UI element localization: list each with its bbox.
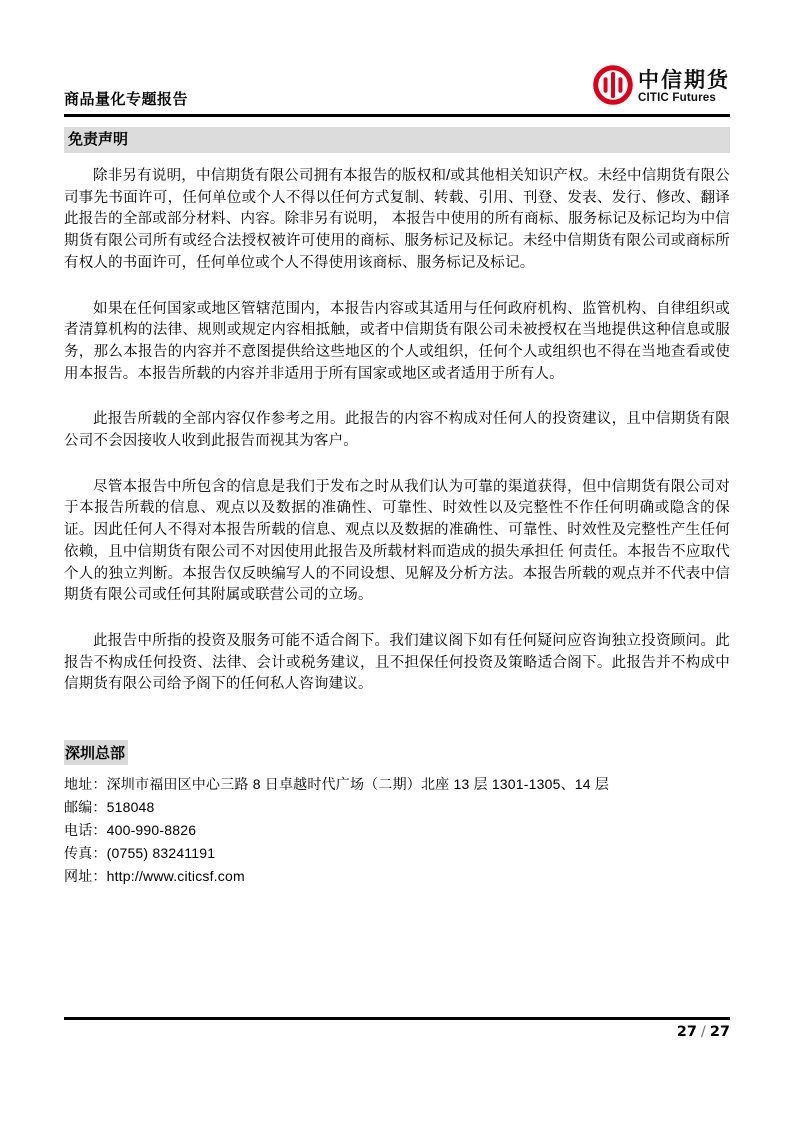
disclaimer-paragraph-3: 此报告所载的全部内容仅作参考之用。此报告的内容不构成对任何人的投资建议，且中信期货有限公司不会因接收人收到此报告而视其为客户。 (64, 411, 730, 450)
contact-section (64, 740, 730, 888)
phone-label: 电话： (64, 822, 107, 839)
address-label: 地址： (64, 776, 107, 793)
website-label: 网址： (64, 868, 107, 885)
postcode-label: 邮编： (64, 799, 107, 816)
disclaimer-paragraph-5: 此报告中所指的投资及服务可能不适合阁下。我们建议阁下如有任何疑问应咨询独立投资顾问。此报告不构成任何投资、法律、会计或税务建议，且不担保任何投资及策略适合阁下。此报告并不构成中信期货有限公司给予阁下的任何私人咨询建议。 (64, 632, 730, 693)
contact-line-postcode (64, 796, 730, 819)
contact-line-phone (64, 819, 730, 842)
brand-name-en: CITIC Futures (638, 92, 716, 105)
office-title-text: 深圳总部 (64, 740, 128, 765)
citic-futures-logo (593, 65, 730, 110)
disclaimer-paragraph-1: 除非另有说明，中信期货有限公司拥有本报告的版权和/或其他相关知识产权。未经中信期货有限公司事先书面许可，任何单位或个人不得以任何方式复制、转载、引用、刊登、发表、发行、修改、翻译此报告的全部或部分材料、内容。除非另有说明， 本报告中使用的所有商标、服务标记及标记均为中信期货有限公司所有或经合法授权被许可使用的商标、服务标记及标记。未经中信期货有限公司或商标所有权人的书面许可，任何单位或个人不得使用该商标、服务标记及标记。 (64, 168, 730, 271)
contact-line-fax (64, 842, 730, 865)
total-pages: 27 (709, 1024, 730, 1040)
contact-line-address (64, 773, 730, 796)
address-value: 深圳市福田区中心三路 8 日卓越时代广场（二期）北座 13 层 1301-1305、14 层 (106, 776, 610, 793)
page-header (64, 0, 730, 117)
office-title (64, 740, 730, 765)
postcode-value: 518048 (106, 799, 155, 816)
disclaimer-paragraph-2: 如果在任何国家或地区管辖范围内，本报告内容或其适用与任何政府机构、监管机构、自律组织或者清算机构的法律、规则或规定内容相抵触，或者中信期货有限公司未被授权在当地提供这种信息或服务，那么本报告的内容并不意图提供给这些地区的个人或组织，任何个人或组织也不得在当地查看或使用本报告。本报告所载的内容并非适用于所有国家或地区或者适用于所有人。 (64, 300, 730, 382)
brand-name-cn: 中信期货 (638, 68, 730, 93)
phone-value: 400-990-8826 (106, 822, 197, 839)
website-url: http://www.citicsf.com (106, 868, 245, 885)
current-page: 27 (676, 1024, 697, 1040)
logo-text (638, 70, 730, 105)
disclaimer-section-header (64, 127, 730, 153)
contact-line-website (64, 865, 730, 888)
fax-label: 传真： (64, 845, 107, 862)
disclaimer-body (64, 166, 730, 696)
citic-logo-icon (593, 65, 633, 110)
disclaimer-section-title: 免责声明 (68, 131, 129, 148)
fax-value: (0755) 83241191 (106, 845, 216, 862)
page-separator: / (700, 1024, 706, 1040)
disclaimer-paragraph-4: 尽管本报告中所包含的信息是我们于发布之时从我们认为可靠的渠道获得，但中信期货有限公司对于本报告所载的信息、观点以及数据的准确性、可靠性、时效性以及完整性不作任何明确或隐含的保证。因此任何人不得对本报告所载的信息、观点以及数据的准确性、可靠性、时效性及完整性产生任何依赖，且中信期货有限公司不对因使用此报告及所载材料而造成的损失承担任 何责任。本报告不应取代个人的独立判断。本报告仅反映编写人的不同设想、见解及分析方法。本报告所载的观点并不代表中信期货有限公司或任何其附属或联营公司的立场。 (64, 478, 730, 604)
report-type-label: 商品量化专题报告 (64, 91, 189, 108)
page-footer (64, 1017, 730, 1040)
page-number (64, 1024, 730, 1040)
